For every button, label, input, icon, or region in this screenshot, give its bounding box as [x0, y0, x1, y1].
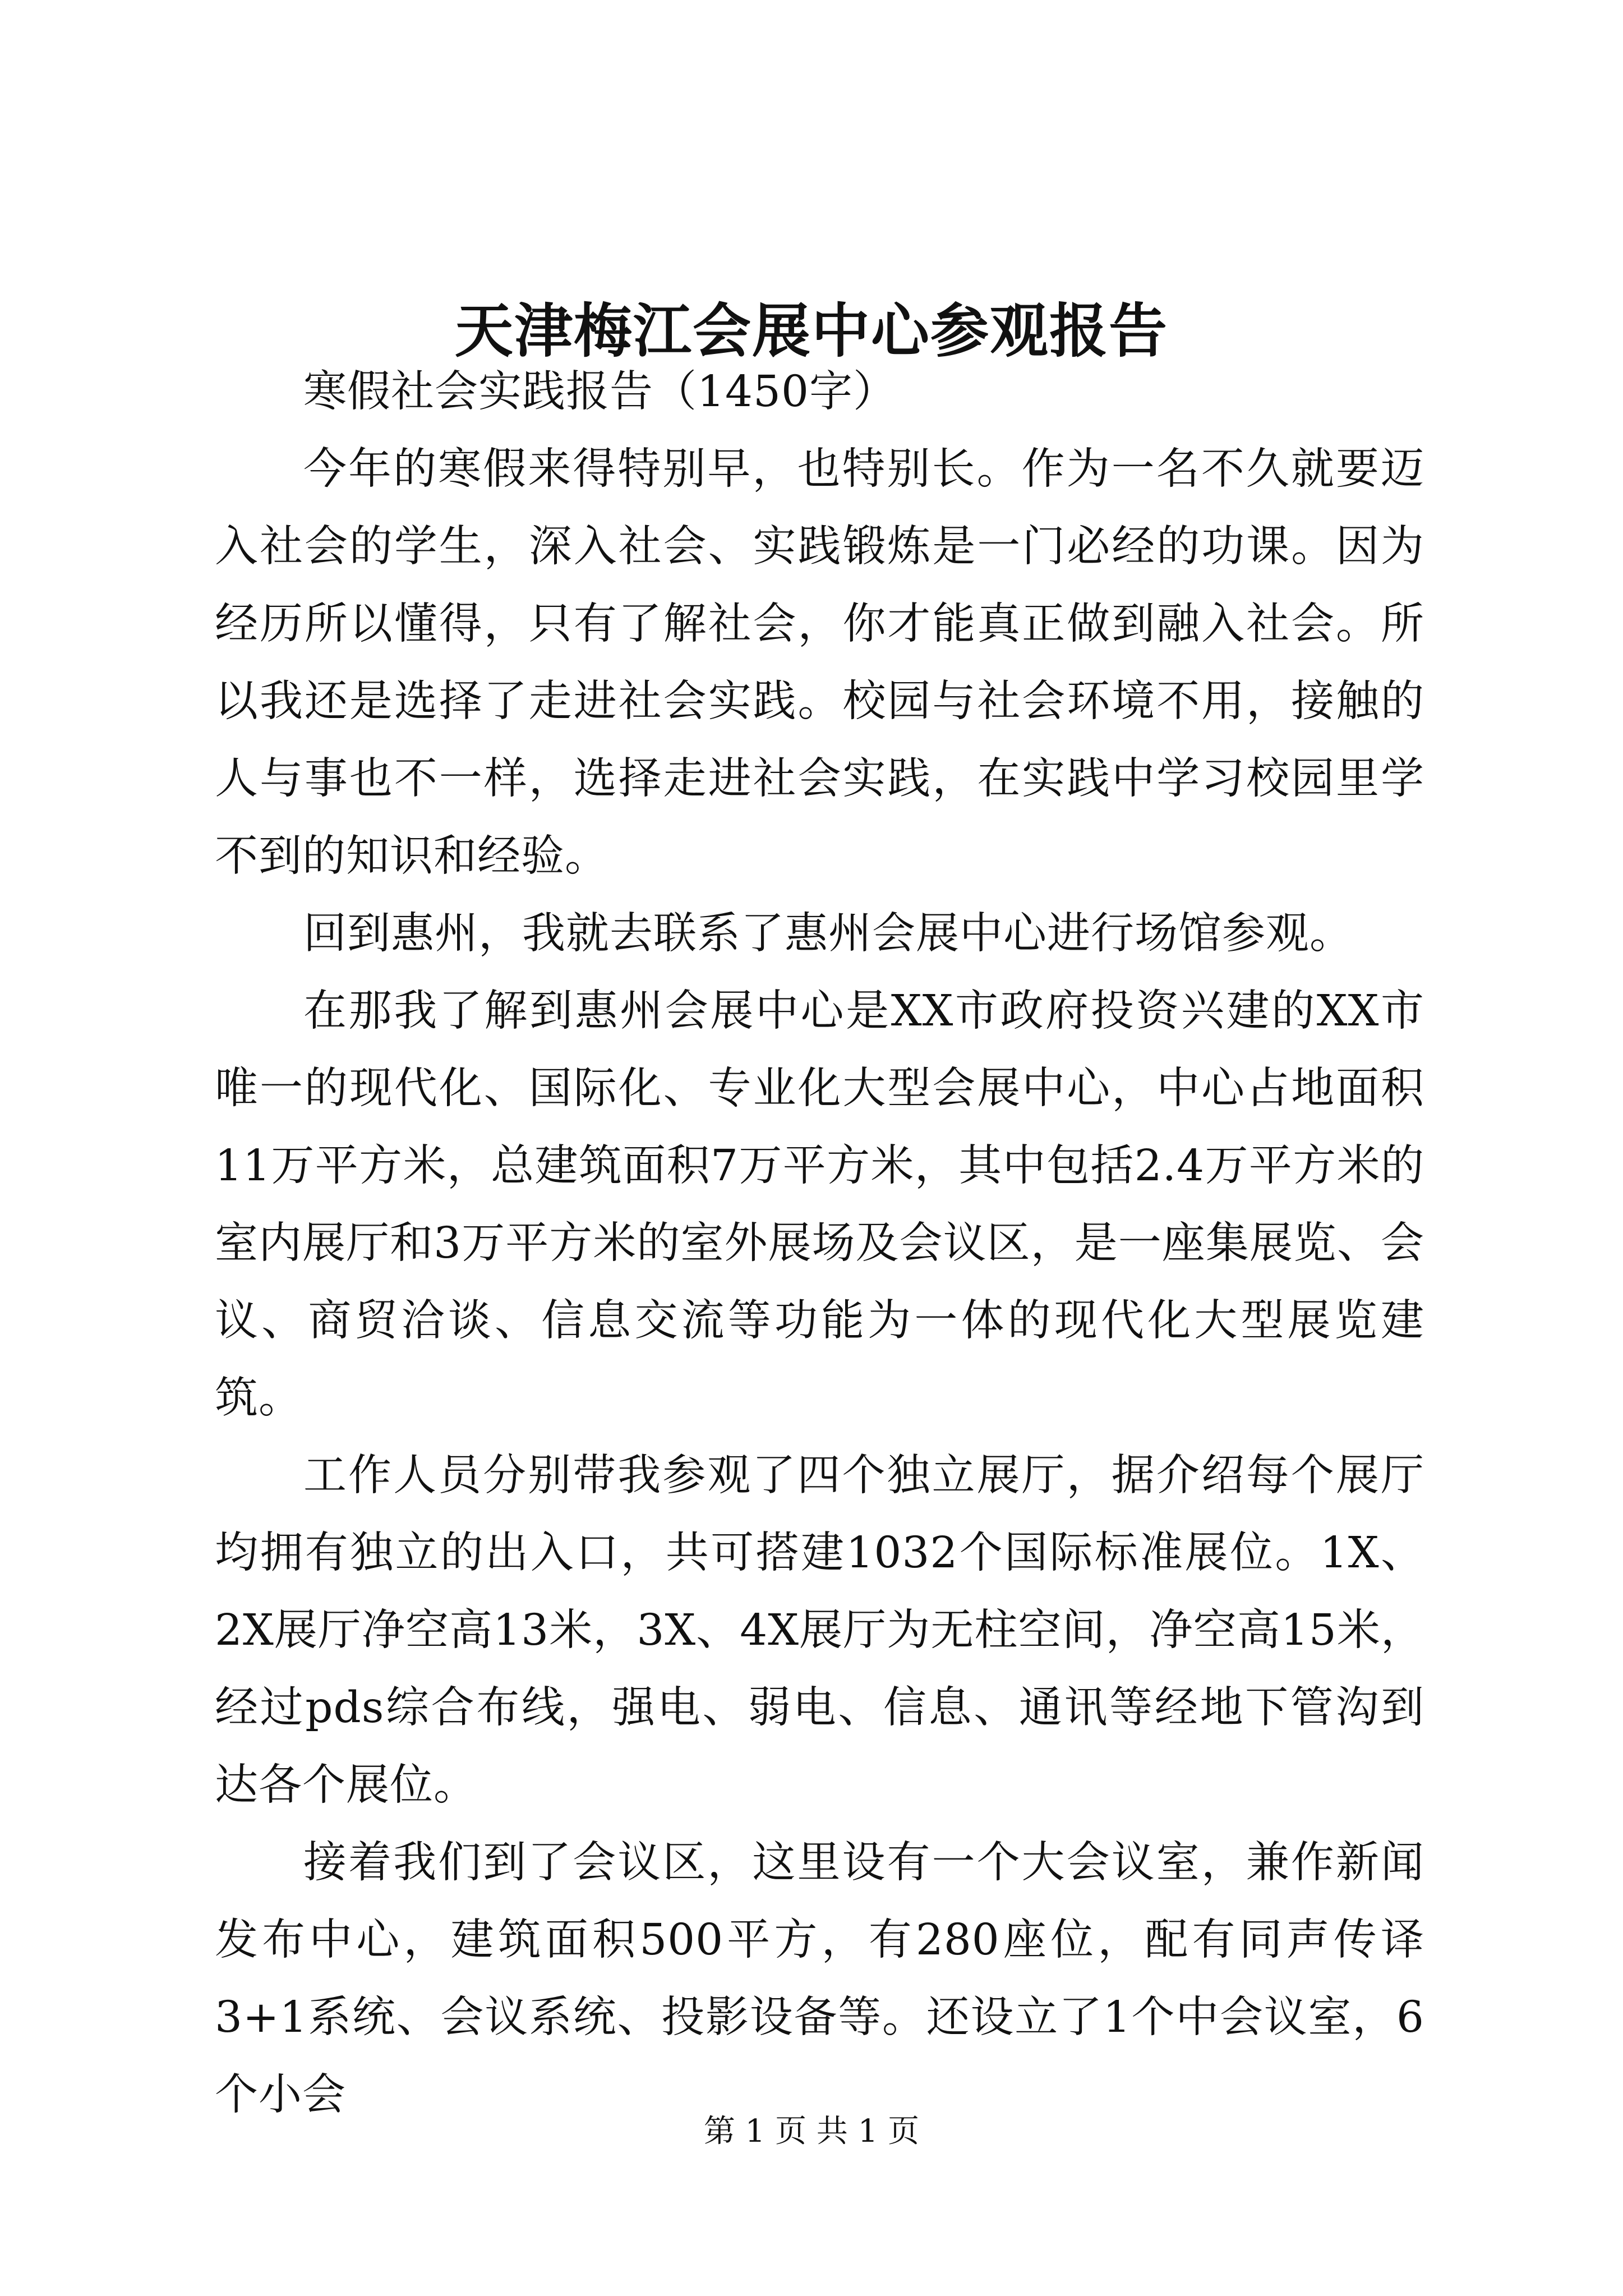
- paragraph: 接着我们到了会议区，这里设有一个大会议室，兼作新闻发布中心，建筑面积500平方，有280座位，配有同声传译3+1系统、会议系统、投影设备等。还设立了1个中会议室，6个小会: [215, 1838, 1424, 2120]
- paragraph: 在那我了解到惠州会展中心是XX市政府投资兴建的XX市唯一的现代化、国际化、专业化大型会展中心，中心占地面积11万平方米，总建筑面积7万平方米，其中包括2.4万平方米的室内展厅和3万平方米的室外展场及会议区，是一座集展览、会议、商贸洽谈、信息交流等功能为一体的现代化大型展览建筑。: [215, 986, 1424, 1423]
- document-title: 天津梅江会展中心参观报告: [454, 296, 1168, 365]
- page-number-footer: 第 1 页 共 1 页: [703, 2113, 920, 2150]
- paragraph: 工作人员分别带我参观了四个独立展厅，据介绍每个展厅均拥有独立的出入口，共可搭建1032个国际标准展位。1X、2X展厅净空高13米，3X、4X展厅为无柱空间，净空高15米，经过pds综合布线，强电、弱电、信息、通讯等经地下管沟到达各个展位。: [215, 1451, 1424, 1810]
- document-subtitle: 寒假社会实践报告（1450字）: [303, 367, 897, 417]
- document-body: [215, 353, 1424, 2134]
- paragraph: 今年的寒假来得特别早，也特别长。作为一名不久就要迈入社会的学生，深入社会、实践锻炼是一门必经的功课。因为经历所以懂得，只有了解社会，你才能真正做到融入社会。所以我还是选择了走进社会实践。校园与社会环境不用，接触的人与事也不一样，选择走进社会实践，在实践中学习校园里学不到的知识和经验。: [215, 444, 1424, 881]
- paragraph: 回到惠州，我就去联系了惠州会展中心进行场馆参观。: [303, 909, 1353, 959]
